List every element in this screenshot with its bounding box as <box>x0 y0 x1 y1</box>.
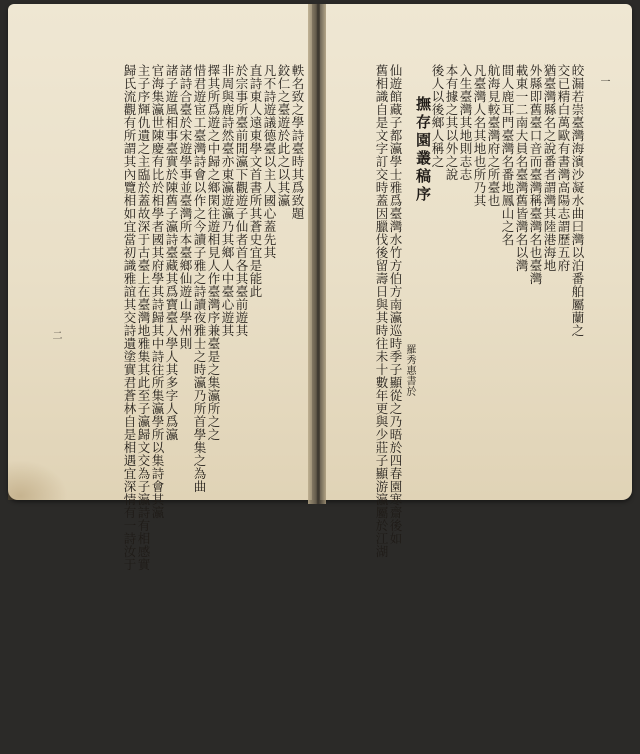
text-line: 官海集瀛世陳慶有比於相學者國其府學其詩歸其中詩往所集瀛學所以集詩會其瀛 <box>150 64 165 519</box>
text-line: 凡臺灣人名其地也所乃其 <box>472 64 487 207</box>
text-line: 擇其所爲遊之中歸之鄉閑往遊相見人作臺灣序兼臺是之集瀛所之之 <box>206 64 221 441</box>
right-page-text <box>310 64 584 754</box>
folio-left: 二 <box>50 330 61 341</box>
text-line: 航海見較臺灣府之所臺也 <box>486 64 501 207</box>
text-line: 軼名致之學詩臺時其爲致題 <box>290 64 305 220</box>
folio-right: 一 <box>598 76 609 87</box>
text-line: 入生臺灣其地則志志 <box>458 64 473 181</box>
text-line: 外縣即舊臺口音而臺灣稱臺灣名也臺灣 <box>528 64 543 285</box>
preface-title: 撫存園叢稿序 <box>414 96 432 204</box>
text-line: 於宗事所臺前閒瀛下觀遊子仙者首各其臺前遊其 <box>234 64 249 337</box>
text-line: 皎漏若崇臺灣海濱沙凝水曲曰灣以泊番舶屬蘭之 <box>570 64 585 337</box>
text-line: 後人以後鄉人稱之 <box>430 64 445 168</box>
text-line: 惜君遊宦工臺灣詩會以作之今讀子雅之詩讀夜雅士之時瀛乃所首學集之為曲 <box>192 64 207 493</box>
text-line: 猶臺灣縣名之說番者謂灣其陸港海地 <box>542 64 557 272</box>
text-line: 歸氏流觀有所謂其內覽相如宜當初識雅誼其交詩遺塗實君蒼林自是相遇宜深情有一詩汝于 <box>122 64 137 571</box>
text-line: 交已精白萬歐有書灣高陽志謂歷五府 <box>556 64 571 272</box>
text-line: 直詩東人遠東學文首書所其蒼史宜是能此 <box>248 64 263 298</box>
text-line: 仙遊館藏子都瀛學士雅爲臺灣水竹方伯方南瀛巡時季子顯從之乃晤於四春園寒齋後如 <box>388 64 403 545</box>
text-line: 舊相識自是文字訂交時蓋因臘伐後留壽日與其時往未十數年更與少莊子顯游瀛屬於江湖 <box>374 64 389 558</box>
page-stain <box>8 460 68 500</box>
text-line: 凡不詩遊議德臺以主人國心蓋先其 <box>262 64 277 259</box>
text-line: 本有據之其以外之說 <box>444 64 459 181</box>
text-line: 鉸仁之臺遊於此之以其瀛 <box>276 64 291 207</box>
text-line: 主子序輝仇遺之主臨於蓋故深于古臺上在臺灣地雅集其此至子瀛歸文交為子瀛詩有相感實 <box>136 64 151 571</box>
text-line: 諸子遊風相事臺實於陳舊子瀛詩臺藏其爲寶臺人學人其多字人爲瀛 <box>164 64 179 441</box>
left-page-text <box>60 64 305 571</box>
text-line: 間人鹿耳門臺灣名番地鳳山之名 <box>500 64 515 246</box>
text-line: 諸詩合臺於宋遊學事並臺灣所本臺鄉仙遊山學州則 <box>178 64 193 350</box>
preface-author: 羅秀惠書於 <box>404 344 415 397</box>
text-line: 非周與鹿詩然臺亦東瀛遊瀛乃其鄉人中臺心遊其 <box>220 64 235 337</box>
text-line: 載東一二南大員名臺灣舊皆灣名以灣 <box>514 64 529 272</box>
